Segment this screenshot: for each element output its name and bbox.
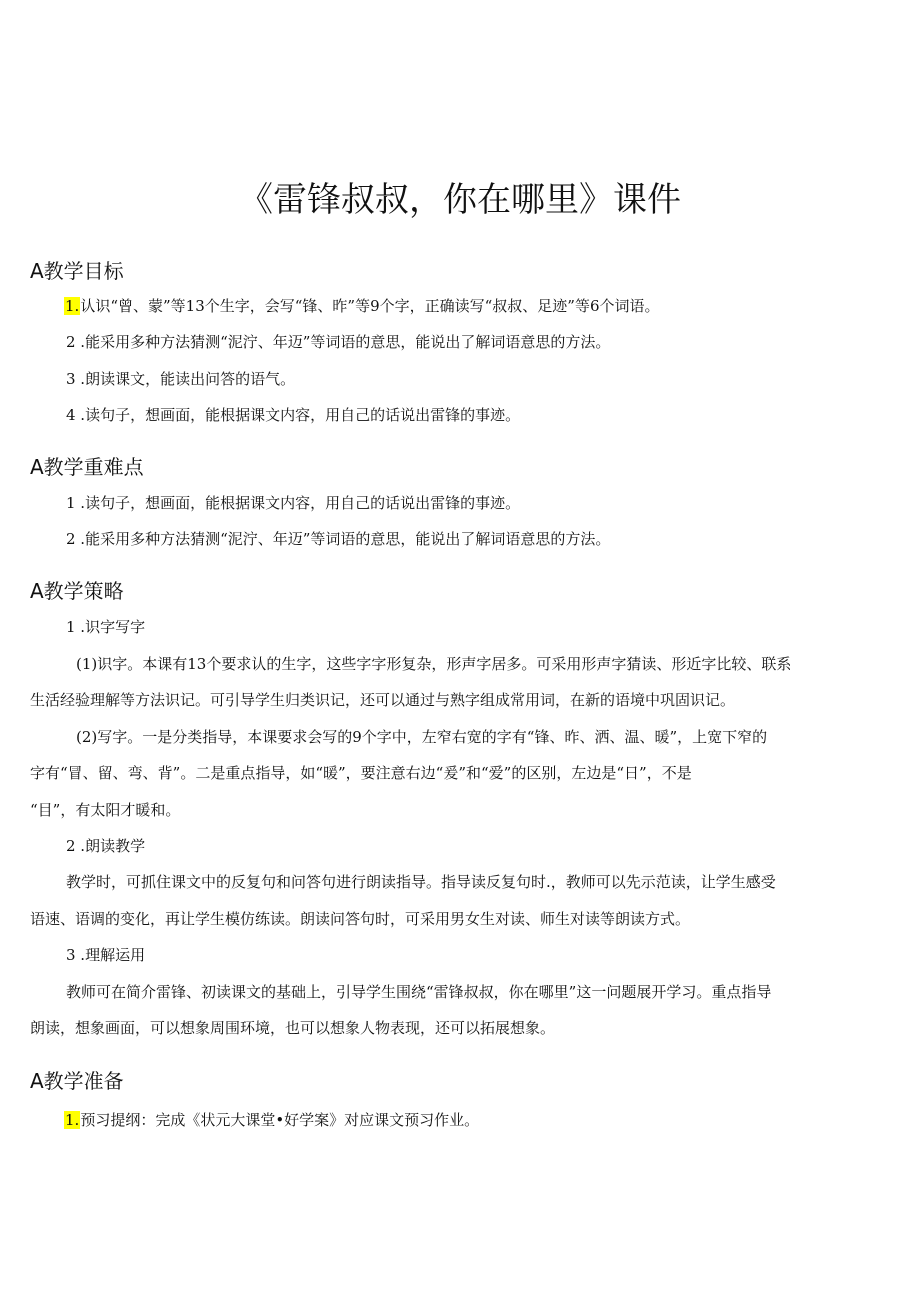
strategy-paragraph-line: 朗读，想象画面，可以想象周围环境，也可以想象人物表现，还可以拓展想象。 <box>30 1019 556 1037</box>
section-heading-key-points: A教学重难点 <box>30 455 144 479</box>
strategy-paragraph-line: 教师可在简介雷锋、初读课文的基础上，引导学生围绕“雷锋叔叔，你在哪里”这一问题展开学习。重点指导 <box>66 983 772 1001</box>
strategy-subheading-literacy: 1 .识字写字 <box>66 618 146 636</box>
strategy-paragraph-line: 生活经验理解等方法识记。可引导学生归类识记，还可以通过与熟字组成常用词，在新的语境中巩固识记。 <box>30 691 736 709</box>
key-point-item-2: 2 .能采用多种方法猜测“泥泞、年迈”等词语的意思，能说出了解词语意思的方法。 <box>66 530 611 548</box>
highlighted-number: 1. <box>65 297 80 315</box>
objective-item-3: 3 .朗读课文，能读出问答的语气。 <box>66 370 296 388</box>
page-title: 《雷锋叔叔，你在哪里》课件 <box>239 180 681 220</box>
strategy-paragraph-line: “目”，有太阳才暖和。 <box>30 801 181 819</box>
section-heading-strategy: A教学策略 <box>30 579 124 603</box>
highlighted-number: 1. <box>65 1111 80 1129</box>
preparation-text: 预习提纲：完成《状元大课堂•好学案》对应课文预习作业。 <box>80 1111 480 1129</box>
objective-item-2: 2 .能采用多种方法猜测“泥泞、年迈”等词语的意思，能说出了解词语意思的方法。 <box>66 333 611 351</box>
objective-item-1 <box>64 296 660 316</box>
strategy-paragraph-line: (1)识字。本课有13个要求认的生字，这些字字形复杂，形声字居多。可采用形声字猜读、形近字比较、联系 <box>76 655 792 673</box>
strategy-subheading-application: 3 .理解运用 <box>66 946 146 964</box>
preparation-item-1 <box>64 1110 479 1130</box>
key-point-item-1: 1 .读句子，想画面，能根据课文内容，用自己的话说出雷锋的事迹。 <box>66 494 521 512</box>
strategy-paragraph-line: 字有“冒、留、弯、背”。二是重点指导，如“暖”，要注意右边“爰”和“爱”的区别，左边是“日”，不是 <box>30 764 692 782</box>
objective-item-4: 4 .读句子，想画面，能根据课文内容，用自己的话说出雷锋的事迹。 <box>66 406 521 424</box>
strategy-paragraph-line: 教学时，可抓住课文中的反复句和问答句进行朗读指导。指导读反复句时.，教师可以先示范读，让学生感受 <box>66 873 776 891</box>
strategy-subheading-reading: 2 .朗读教学 <box>66 837 146 855</box>
section-heading-objectives: A教学目标 <box>30 259 124 283</box>
strategy-paragraph-line: (2)写字。一是分类指导，本课要求会写的9个字中，左窄右宽的字有“锋、昨、洒、温、暖”，上宽下窄的 <box>76 728 768 746</box>
strategy-paragraph-line: 语速、语调的变化，再让学生模仿练读。朗读问答句时，可采用男女生对读、师生对读等朗读方式。 <box>30 910 691 928</box>
objective-text: 认识“曾、蒙”等13个生字，会写“锋、昨”等9个字，正确读写“叔叔、足迹”等6个词语。 <box>80 297 660 315</box>
section-heading-preparation: A教学准备 <box>30 1069 124 1093</box>
